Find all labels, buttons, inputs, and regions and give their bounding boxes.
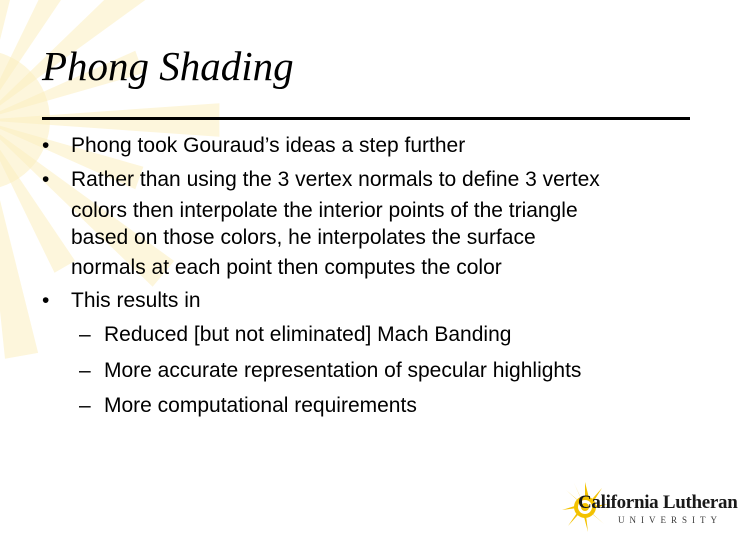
bullet-marker: • xyxy=(42,134,50,157)
logo-name: California Lutheran xyxy=(578,492,738,513)
bullet-marker: • xyxy=(42,168,50,191)
sub-bullet-marker: – xyxy=(79,323,91,346)
bullet-text: based on those colors, he interpolates the surface xyxy=(71,226,536,249)
sub-bullet-text: More accurate representation of specular highlights xyxy=(104,359,582,382)
bullet-text: This results in xyxy=(71,289,201,312)
sub-bullet-text: More computational requirements xyxy=(104,394,417,417)
sub-bullet-marker: – xyxy=(79,394,91,417)
bullet-text: normals at each point then computes the color xyxy=(71,256,502,279)
logo-subtitle: UNIVERSITY xyxy=(618,515,722,525)
university-logo xyxy=(556,478,738,536)
bullet-marker: • xyxy=(42,289,50,312)
bullet-text: colors then interpolate the interior points of the triangle xyxy=(71,199,578,222)
sub-bullet-marker: – xyxy=(79,359,91,382)
title-divider xyxy=(42,117,690,120)
slide-title: Phong Shading xyxy=(42,43,294,89)
bullet-text: Rather than using the 3 vertex normals to define 3 vertex xyxy=(71,168,600,191)
sub-bullet-text: Reduced [but not eliminated] Mach Banding xyxy=(104,323,512,346)
bullet-text: Phong took Gouraud’s ideas a step further xyxy=(71,134,466,157)
